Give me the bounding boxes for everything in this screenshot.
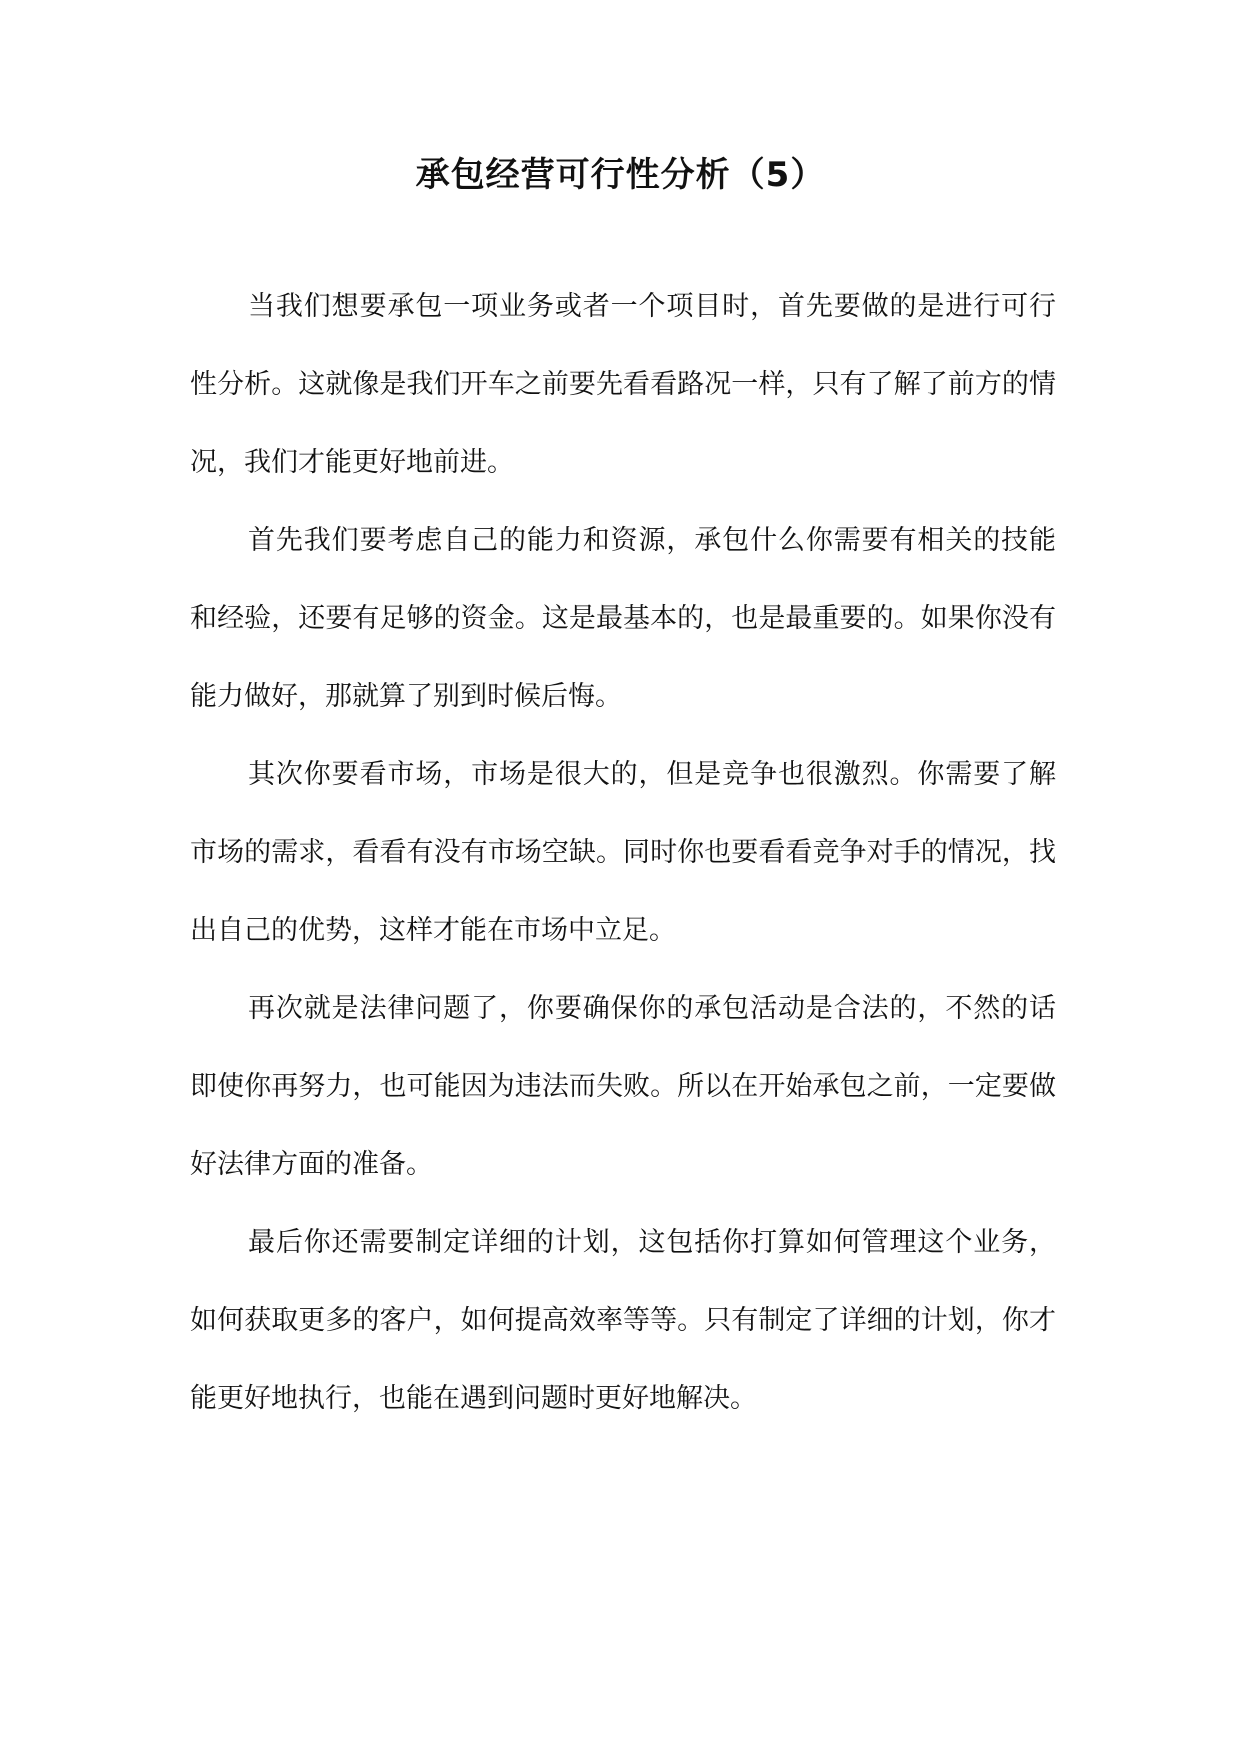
document-title: 承包经营可行性分析（5） — [415, 155, 826, 195]
paragraph-2: 首先我们要考虑自己的能力和资源，承包什么你需要有相关的技能和经验，还要有足够的资金。这是最基本的，也是最重要的。如果你没有能力做好，那就算了别到时候后悔。 — [190, 525, 1056, 712]
paragraph-3: 其次你要看市场，市场是很大的，但是竞争也很激烈。你需要了解市场的需求，看看有没有市场空缺。同时你也要看看竞争对手的情况，找出自己的优势，这样才能在市场中立足。 — [190, 759, 1056, 946]
paragraph-5: 最后你还需要制定详细的计划，这包括你打算如何管理这个业务，如何获取更多的客户，如何提高效率等等。只有制定了详细的计划，你才能更好地执行，也能在遇到问题时更好地解决。 — [190, 1227, 1056, 1414]
paragraph-1: 当我们想要承包一项业务或者一个项目时，首先要做的是进行可行性分析。这就像是我们开车之前要先看看路况一样，只有了解了前方的情况，我们才能更好地前进。 — [190, 291, 1056, 478]
paragraph-4: 再次就是法律问题了，你要确保你的承包活动是合法的，不然的话即使你再努力，也可能因为违法而失败。所以在开始承包之前，一定要做好法律方面的准备。 — [190, 993, 1056, 1180]
document-body — [190, 268, 1056, 1438]
